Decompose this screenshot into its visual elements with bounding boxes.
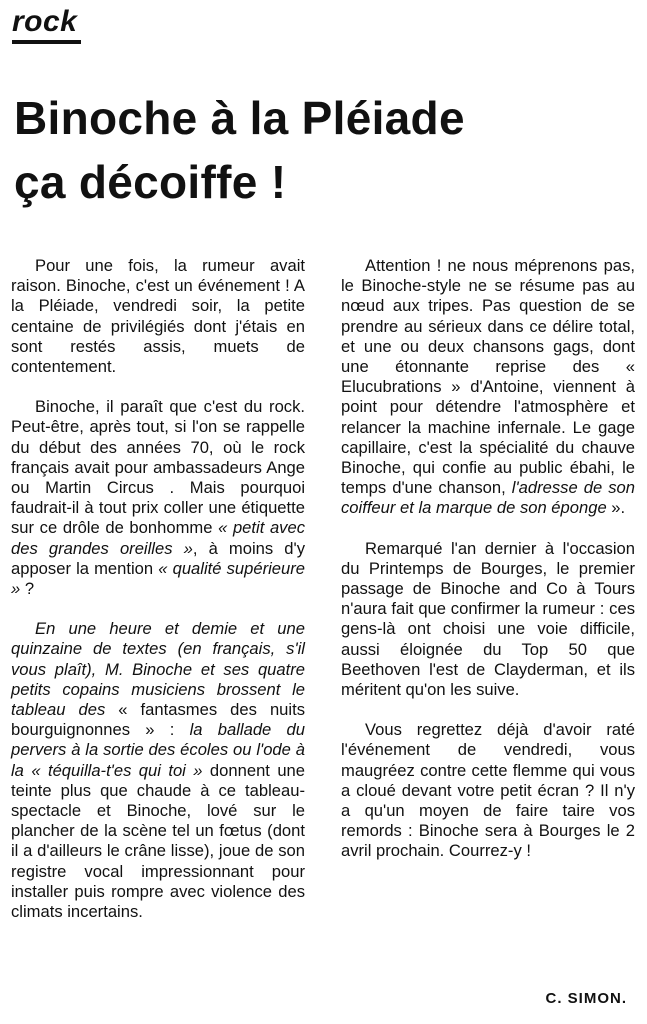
paragraph-bourges: Remarqué l'an dernier à l'occasion du Printemps de Bourges, le premier passage de Binoche and Co à Tours n'aura fait que confirmer la rumeur : ces gens-là ont choisi une voie difficile, aussi éloignée du Top 50 que Beethoven l'est de Clayderman, et ils méritent qu'on les suive.: [341, 538, 635, 700]
text-run: Binoche, il paraît que c'est du rock. Peut-être, après tout, si l'on se rappelle du début des années 70, où le rock français avait pour ambassadeurs Ange ou Martin Circus . Mais pourquoi faudrait-il à tout prix coller une étiquette sur ce drôle de bonhomme: [11, 397, 305, 538]
paragraph-conclusion: Vous regrettez déjà d'avoir raté l'événement de vendredi, vous maugréez contre cette flemme qui vous a cloué devant votre petit écran ? Il n'y a qu'un moyen de faire taire vos remords : Binoche sera à Bourges le 2 avril prochain. Courrez-y !: [341, 720, 635, 861]
left-column: [11, 256, 305, 942]
author-signature: C. SIMON.: [545, 990, 627, 1007]
italic-run: En une heure et demie et une quinzaine de textes (en français, s'il vous plaît), M. Binoche et ses quatre petits copains musiciens brossent le tableau des: [11, 619, 305, 720]
headline-line-2: ça décoiffe !: [14, 156, 287, 208]
paragraph-rock: [11, 397, 305, 599]
italic-run: « petit avec des grandes oreilles »: [11, 518, 305, 558]
article-headline: [14, 86, 639, 214]
text-run: ».: [606, 498, 626, 518]
italic-run: la ballade du pervers à la sortie des écoles ou l'ode à la « téquilla-t'es qui toi »: [11, 720, 305, 780]
text-run: donnent une teinte plus que chaude à ce tableau-spectacle et Binoche, lové sur le plancher de la scène tel un fœtus (dont il a d'ailleurs le crâne lisse), joue de son registre vocal impressionnant pour installer puis rompre avec violence des climats incertains.: [11, 760, 306, 922]
headline-line-1: Binoche à la Pléiade: [14, 92, 465, 144]
text-run: « fantasmes des nuits bourguignonnes » :: [11, 700, 306, 740]
text-run: ?: [20, 579, 35, 599]
paragraph-attention: [341, 256, 635, 519]
italic-run: l'adresse de son coiffeur et la marque de son éponge: [341, 478, 635, 518]
paragraph-concert: [11, 619, 305, 922]
italic-run: « qualité supérieure »: [11, 558, 305, 599]
right-column: [341, 256, 635, 882]
text-run: , à moins d'y apposer la mention: [11, 538, 305, 578]
paragraph-intro: Pour une fois, la rumeur avait raison. Binoche, c'est un événement ! A la Pléiade, vendredi soir, la petite centaine de privilégiés dont j'étais en sont restés assis, muets de contentement.: [11, 256, 305, 377]
section-rubric: rock: [12, 4, 81, 44]
text-run: Attention ! ne nous méprenons pas, le Binoche-style ne se résume pas au nœud aux tripes. Pas question de se prendre au sérieux dans ce délire total, et une ou deux chansons gags, dont une étonnante reprise des « Elucubrations » d'Antoine, viennent à point pour détendre l'atmosphère et relancer la machine infernale. Le gage capillaire, c'est la spécialité du chauve Binoche, qui confie au public ébahi, le temps d'une chanson,: [341, 256, 635, 498]
